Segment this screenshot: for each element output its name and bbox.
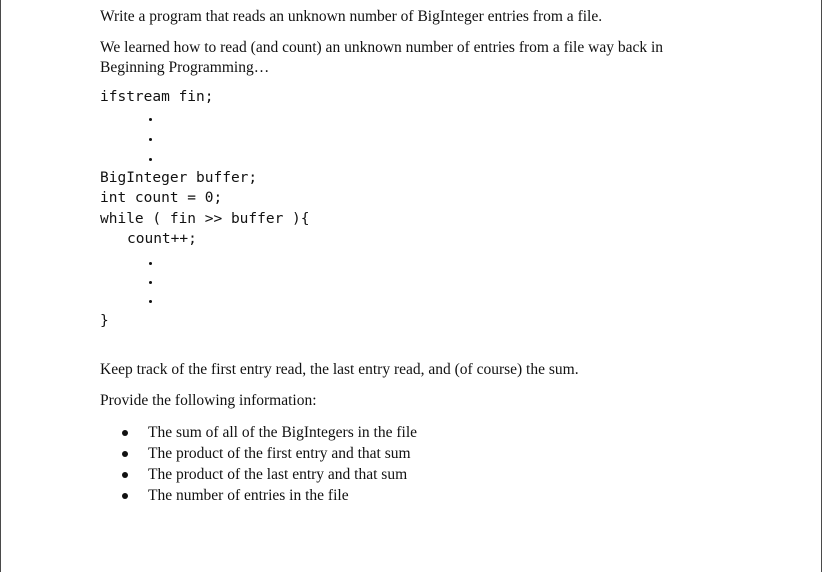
list-item (122, 464, 407, 485)
list-item-text: The product of the first entry and that sum (148, 445, 411, 462)
ellipsis-dot (149, 262, 152, 265)
code-fin-declaration: ifstream fin; (100, 89, 214, 105)
code-buffer-declaration: BigInteger buffer; (100, 170, 258, 186)
intro-paragraph-line-1: We learned how to read (and count) an unknown number of entries from a file way back in (100, 39, 664, 56)
bullet-icon (122, 451, 128, 457)
code-while-line: while ( fin >> buffer ){ (100, 211, 310, 227)
list-item-text: The number of entries in the file (148, 487, 349, 504)
intro-paragraph-line-2: Beginning Programming… (100, 59, 270, 76)
code-count-declaration: int count = 0; (100, 190, 223, 206)
bullet-icon (122, 430, 128, 436)
ellipsis-dot (149, 300, 152, 303)
list-item-text: The product of the last entry and that sum (148, 466, 408, 483)
ellipsis-dot (149, 118, 152, 121)
list-item (122, 485, 349, 506)
track-paragraph: Keep track of the first entry read, the last entry read, and (of course) the sum. (100, 361, 579, 378)
code-close-brace: } (100, 313, 109, 329)
bullet-icon (122, 493, 128, 499)
intro-line: Write a program that reads an unknown number of BigInteger entries from a file. (100, 8, 603, 25)
list-item-text: The sum of all of the BigIntegers in the file (148, 424, 418, 441)
list-item (122, 422, 417, 443)
bullet-icon (122, 472, 128, 478)
ellipsis-dot (149, 158, 152, 161)
provide-paragraph: Provide the following information: (100, 392, 317, 409)
list-item (122, 443, 411, 464)
code-count-increment: count++; (127, 231, 197, 247)
ellipsis-dot (149, 281, 152, 284)
ellipsis-dot (149, 138, 152, 141)
